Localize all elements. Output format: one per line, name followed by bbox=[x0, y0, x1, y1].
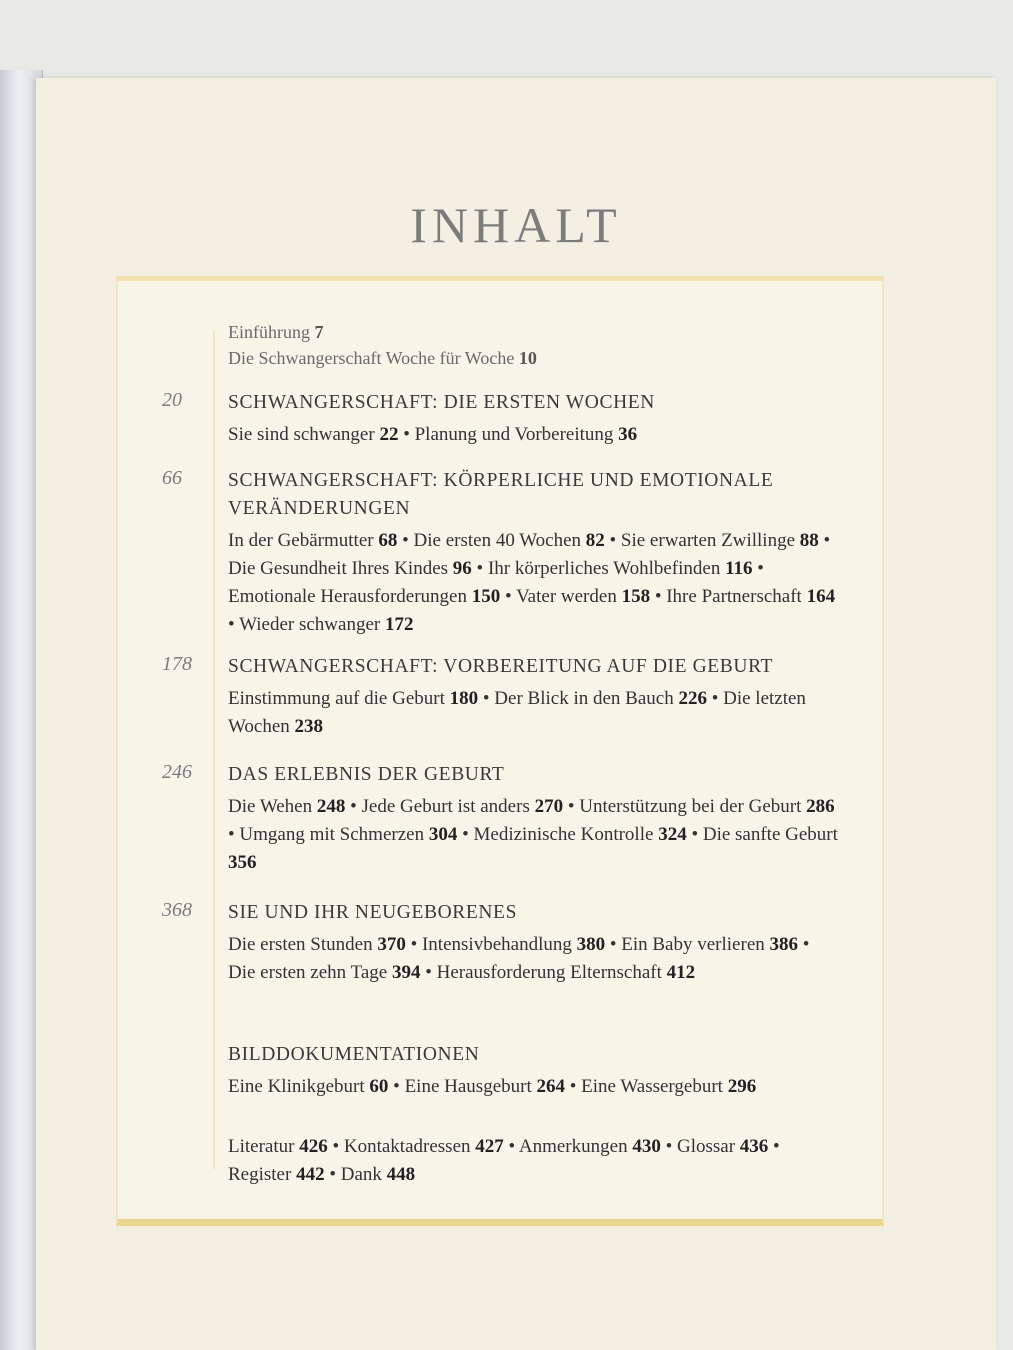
toc-item-text: Planung und Vorbereitung bbox=[414, 424, 614, 445]
toc-item-page: 238 bbox=[294, 716, 324, 737]
toc-item-text: Sie sind schwanger bbox=[228, 424, 375, 445]
toc-item-page: 226 bbox=[678, 688, 707, 709]
toc-item-text: Eine Hausgeburt bbox=[404, 1076, 532, 1097]
toc-item-page: 248 bbox=[316, 796, 346, 817]
toc-appendix bbox=[228, 1129, 838, 1189]
toc-item-text: Kontaktadressen bbox=[343, 1136, 471, 1157]
toc-item-text: Ihre Partnerschaft bbox=[666, 586, 802, 607]
section-page-number: 368 bbox=[162, 899, 192, 921]
toc-item-text: Ein Baby verlieren bbox=[621, 934, 765, 955]
toc-panel bbox=[116, 276, 884, 1226]
toc-item-text: Ihr körperliches Wohlbefinden bbox=[487, 558, 721, 579]
toc-item-page: 180 bbox=[449, 688, 479, 709]
toc-item-text: Eine Wassergeburt bbox=[581, 1076, 723, 1097]
toc-item-text: Sie erwarten Zwillinge bbox=[620, 530, 796, 551]
toc-item-page: 304 bbox=[428, 824, 458, 845]
toc-item-text: Vater werden bbox=[516, 586, 617, 607]
section-items: Die Wehen 248 • Jede Geburt ist anders 270 • Unterstützung bei der Geburt 286 • Umgang mit Schmerzen 304 • Medizinische Kontrolle 324 • Die sanfte Geburt 356 bbox=[228, 796, 838, 873]
toc-item-page: 394 bbox=[391, 962, 421, 983]
section-items: Die ersten Stunden 370 • Intensivbehandlung 380 • Ein Baby verlieren 386 • Die ersten zehn Tage 394 • Herausforderung Elternschaft 412 bbox=[228, 934, 810, 983]
section-items: Einstimmung auf die Geburt 180 • Der Blick in den Bauch 226 • Die letzten Wochen 238 bbox=[228, 688, 806, 737]
toc-item-page: 68 bbox=[378, 530, 398, 551]
toc-item-page: 448 bbox=[386, 1164, 416, 1185]
toc-item-page: 10 bbox=[518, 348, 537, 368]
section-page-number: 178 bbox=[162, 653, 192, 675]
toc-item-text: In der Gebärmutter bbox=[228, 530, 374, 551]
toc-item-text: Die sanfte Geburt bbox=[702, 824, 838, 845]
section-heading: SCHWANGERSCHAFT: VORBEREITUNG AUF DIE GEBURT bbox=[228, 656, 774, 677]
toc-item-text: Die Gesundheit Ihres Kindes bbox=[228, 558, 449, 579]
toc-item-text: Einstimmung auf die Geburt bbox=[228, 688, 445, 709]
section-heading: DAS ERLEBNIS DER GEBURT bbox=[228, 764, 505, 785]
book-page bbox=[36, 78, 996, 1350]
toc-item-text: Emotionale Herausforderungen bbox=[228, 586, 467, 607]
toc-item-text: Intensivbehandlung bbox=[421, 934, 572, 955]
toc-item-page: 380 bbox=[576, 934, 606, 955]
toc-item-text: Glossar bbox=[676, 1136, 736, 1157]
toc-item-page: 82 bbox=[585, 530, 605, 551]
toc-item-text: Anmerkungen bbox=[518, 1136, 628, 1157]
section-items: Eine Klinikgeburt 60 • Eine Hausgeburt 264 • Eine Wassergeburt 296 bbox=[228, 1076, 757, 1097]
toc-item-page: 116 bbox=[725, 558, 753, 579]
toc-item-text: Herausforderung Elternschaft bbox=[436, 962, 662, 983]
toc-item-page: 270 bbox=[534, 796, 564, 817]
toc-intro-item bbox=[228, 345, 838, 371]
section-page-number: 66 bbox=[162, 467, 182, 489]
toc-item-page: 164 bbox=[806, 586, 836, 607]
toc-item-text: Unterstützung bei der Geburt bbox=[579, 796, 802, 817]
toc-item-page: 88 bbox=[799, 530, 819, 551]
toc-section bbox=[162, 761, 838, 877]
toc-item-text: Jede Geburt ist anders bbox=[361, 796, 530, 817]
toc-item-text: Eine Klinikgeburt bbox=[228, 1076, 365, 1097]
toc-intro bbox=[228, 319, 838, 371]
toc-item-page: 286 bbox=[806, 796, 835, 817]
toc-item-page: 412 bbox=[666, 962, 696, 983]
toc-item-page: 430 bbox=[632, 1136, 661, 1157]
toc-item-page: 172 bbox=[384, 614, 414, 635]
toc-item-page: 60 bbox=[369, 1076, 389, 1097]
toc-item-text: Register bbox=[228, 1164, 292, 1185]
toc-item-page: 324 bbox=[658, 824, 687, 845]
toc-item-text: Die ersten zehn Tage bbox=[228, 962, 388, 983]
toc-item-page: 96 bbox=[452, 558, 472, 579]
section-items: Sie sind schwanger 22 • Planung und Vorbereitung 36 bbox=[228, 424, 638, 445]
toc-item-page: 150 bbox=[471, 586, 501, 607]
toc-item-page: 296 bbox=[727, 1076, 757, 1097]
section-page-number: 20 bbox=[162, 389, 182, 411]
toc-item-page: 427 bbox=[475, 1136, 504, 1157]
toc-item-text: Die letzten Wochen bbox=[228, 688, 806, 737]
toc-item-page: 442 bbox=[296, 1164, 325, 1185]
toc-item-text: Einführung bbox=[228, 322, 310, 342]
section-heading: SCHWANGERSCHAFT: KÖRPERLICHE UND EMOTIONALE VERÄNDERUNGEN bbox=[228, 470, 774, 519]
toc-section bbox=[162, 653, 838, 741]
toc-item-page: 22 bbox=[379, 424, 399, 445]
toc-item-text: Die ersten 40 Wochen bbox=[413, 530, 581, 551]
appendix-items: Literatur 426 • Kontaktadressen 427 • Anmerkungen 430 • Glossar 436 • Register 442 • Dank 448 bbox=[228, 1136, 780, 1185]
toc-item-text: Die ersten Stunden bbox=[228, 934, 373, 955]
toc-item-page: 264 bbox=[536, 1076, 565, 1097]
section-heading: SIE UND IHR NEUGEBORENES bbox=[228, 902, 518, 923]
toc-item-text: Wieder schwanger bbox=[239, 614, 381, 635]
toc-item-text: Literatur bbox=[228, 1136, 295, 1157]
section-items: In der Gebärmutter 68 • Die ersten 40 Wochen 82 • Sie erwarten Zwillinge 88 • Die Gesundheit Ihres Kindes 96 • Ihr körperliches Wohlbefinden 116 • Emotionale Herausforderungen 150 • Vater werden 158 • Ihre Partnerschaft 164 • Wieder schwanger 172 bbox=[228, 530, 836, 635]
section-heading: SCHWANGERSCHAFT: DIE ERSTEN WOCHEN bbox=[228, 392, 655, 413]
toc-item-text: Die Schwangerschaft Woche für Woche bbox=[228, 348, 515, 368]
toc-item-page: 386 bbox=[769, 934, 799, 955]
toc-item-page: 158 bbox=[621, 586, 651, 607]
toc-item-page: 356 bbox=[228, 852, 257, 873]
toc-item-text: Der Blick in den Bauch bbox=[494, 688, 674, 709]
toc-item-text: Medizinische Kontrolle bbox=[473, 824, 654, 845]
section-heading: BILDDOKUMENTATIONEN bbox=[228, 1044, 480, 1065]
toc-item-page: 36 bbox=[618, 424, 638, 445]
toc-item-text: Die Wehen bbox=[228, 796, 313, 817]
toc-section bbox=[228, 1041, 838, 1101]
toc-item-page: 370 bbox=[377, 934, 406, 955]
toc-item-page: 426 bbox=[299, 1136, 328, 1157]
toc-item-text: Dank bbox=[340, 1164, 382, 1185]
toc-item-text: Umgang mit Schmerzen bbox=[239, 824, 425, 845]
toc-item-page: 7 bbox=[314, 322, 324, 342]
section-page-number: 246 bbox=[162, 761, 192, 783]
toc-item-page: 436 bbox=[739, 1136, 769, 1157]
toc-section bbox=[162, 467, 838, 639]
toc-section bbox=[162, 389, 838, 449]
toc-section bbox=[162, 899, 838, 987]
toc-intro-item bbox=[228, 319, 838, 345]
page-title: INHALT bbox=[410, 197, 622, 253]
